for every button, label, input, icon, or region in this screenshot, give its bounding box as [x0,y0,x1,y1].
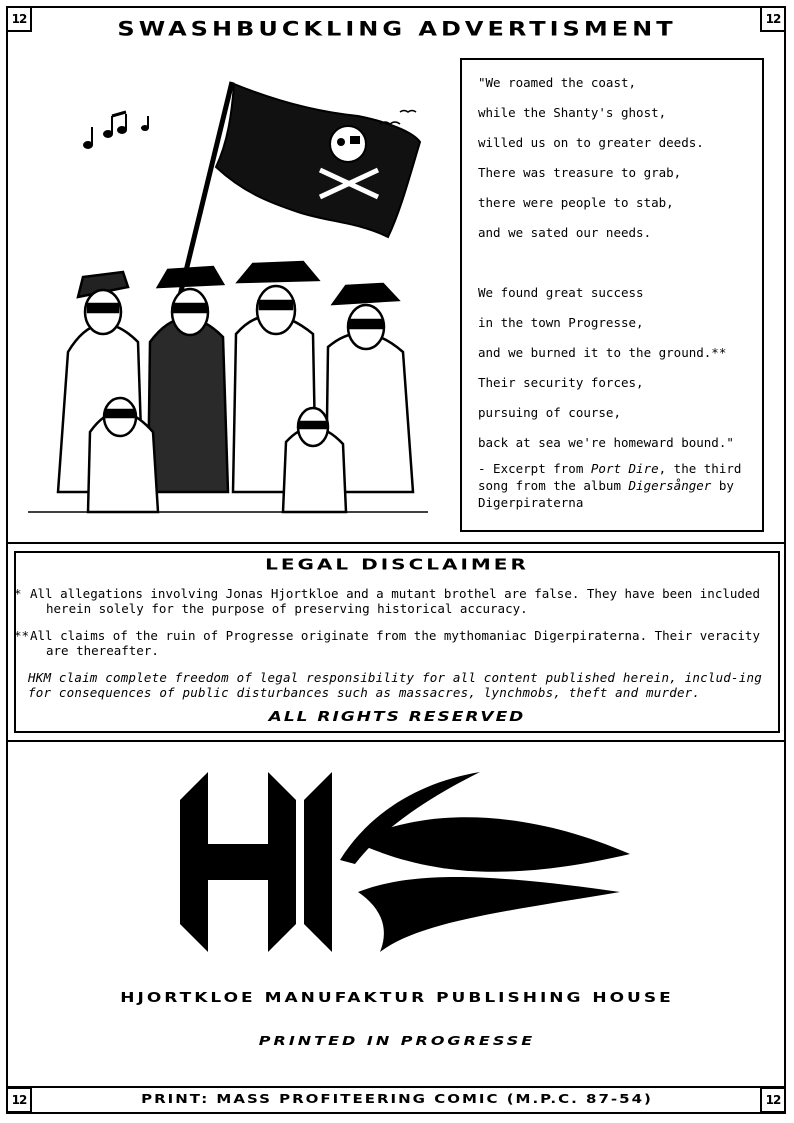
page-number-bottom-left: 12 [6,1087,32,1113]
legal-note-3: HKM claim complete freedom of legal responsibility for all content published herein, includ-ing for consequences of public disturbances such as massacres, lynchmobs, theft and murder. [28,670,762,700]
page-number-top-left: 12 [6,6,32,32]
poem-line: There was treasure to grab, [478,165,682,180]
section-divider [6,542,786,544]
poem-excerpt-box [460,58,764,532]
all-rights-reserved: ALL RIGHTS RESERVED [268,709,526,725]
legal-note-1: *All allegations involving Jonas Hjortkloe and a mutant brothel are false. They have been included herein solely for the purpose of preserving historical accuracy. [14,586,760,616]
poem-line: Their security forces, [478,375,644,390]
page-title: SWASHBUCKLING ADVERTISMENT [117,18,677,41]
skull-icon [330,126,366,162]
note-1-text: All allegations involving Jonas Hjortkloe and a mutant brothel are false. They have been included herein solely for the purpose of preserving historical accuracy. [30,586,760,616]
poem-line: and we sated our needs. [478,225,652,240]
music-notes-icon [84,112,148,148]
legal-disclaimer-box [14,551,780,733]
printed-in-line: PRINTED IN PROGRESSE [258,1033,536,1049]
credit-middle: , the third song from the album [478,461,742,493]
note-2-text: All claims of the ruin of Progresse originate from the mythomaniac Digerpiraterna. Their veracity are thereafter. [30,628,760,658]
poem-line: and we burned it to the ground.** [478,345,727,360]
credit-song-title: Port Dire [590,461,659,476]
credit-prefix: - Excerpt from [478,461,591,476]
credit-suffix: by Digerpiraterna [478,478,734,510]
section-divider [6,740,786,742]
poem-line: willed us on to greater deeds. [478,135,704,150]
page-number-bottom-right: 12 [760,1087,786,1113]
publisher-name: HJORTKLOE MANUFAKTUR PUBLISHING HOUSE [120,990,674,1006]
poem-line: pursuing of course, [478,405,621,420]
poem-line: while the Shanty's ghost, [478,105,667,120]
legal-title: LEGAL DISCLAIMER [265,555,529,573]
stanza-break [478,248,746,278]
page-number-top-right: 12 [760,6,786,32]
print-series-line: PRINT: MASS PROFITEERING COMIC (M.P.C. 87-54) [141,1092,653,1107]
footer-divider [6,1086,786,1088]
hkm-logo [180,772,640,952]
poem-credit [478,460,746,511]
credit-album-title: Digersånger [628,478,712,493]
legal-note-2: **All claims of the ruin of Progresse originate from the mythomaniac Digerpiraterna. Their veracity are thereafter. [14,628,760,658]
poem-line: We found great success [478,285,644,300]
jolly-roger-flag [216,84,420,237]
poem-line: back at sea we're homeward bound." [478,435,734,450]
pirate-crew-illustration [28,72,438,522]
poem-line: in the town Progresse, [478,315,644,330]
poem-line: "We roamed the coast, [478,75,637,90]
poem-line: there were people to stab, [478,195,674,210]
